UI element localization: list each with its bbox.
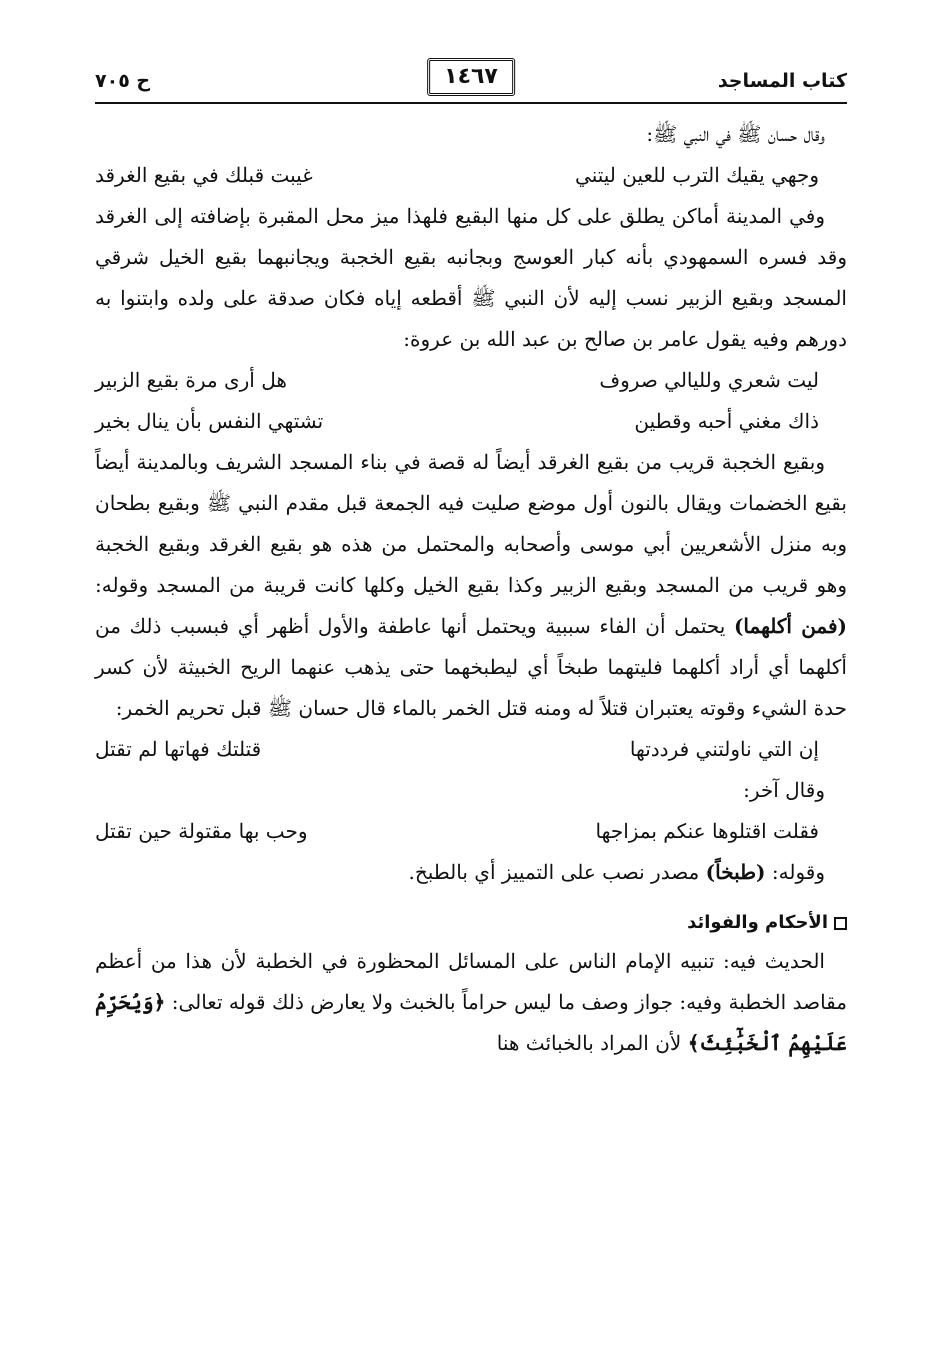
paragraph-5-rest: مصدر نصب على التمييز أي بالطبخ.: [408, 860, 700, 884]
paragraph-3-lead: وبقيع الخجبة قريب من بقيع الغرقد أيضاً له قصة في بناء المسجد الشريف وبالمدينة أيضاً بقيع الخضمات ويقال بالنون أول موضع صليت فيه الجمعة قبل مقدم النبي ﷺ وبقيع بطحان وبه منزل الأشعريين أبي موسى وأصحابه والمحتمل من هذه هو بقيع الغرقد وبقيع الخجبة وهو قريب من المسجد وبقيع الزبير وكذا بقيع الخيل وكلها كانت قريبة من المسجد وقوله:: [95, 450, 847, 597]
verse-5-second-hemistich: وحب بها مقتولة حين تقتل: [95, 819, 308, 843]
book-page: [95, 56, 847, 1064]
paragraph-5-lead: وقوله:: [771, 860, 825, 884]
verse-1-second-hemistich: غيبت قبلك في بقيع الغرقد: [95, 163, 313, 187]
page-header: [95, 56, 847, 100]
paragraph-6-lead: الحديث فيه: تنبيه الإمام الناس على المسائل المحظورة في الخطبة لأن هذا من أعظم مقاصد الخطبة وفيه: جواز وصف ما ليس حراماً بالخبث ولا يعارض ذلك قوله تعالى:: [95, 949, 847, 1014]
paragraph-5: [95, 852, 847, 893]
paragraph-6-rest: لأن المراد بالخبائث هنا: [496, 1031, 682, 1055]
verse-2-first-hemistich: ليت شعري ولليالي صروف: [599, 368, 819, 392]
verse-3: [95, 401, 847, 442]
verse-2: [95, 360, 847, 401]
paragraph-2: وفي المدينة أماكن يطلق على كل منها البقيع فلهذا ميز محل المقبرة بإضافته إلى الغرقد وقد فسره السمهودي بأنه كبار العوسج وبجانبه بقيع الخجبة ويجانبهما بقيع الخيل شرقي المسجد وبقيع الزبير نسب إليه لأن النبي ﷺ أقطعه إياه فكان صدقة على ولده وابتنوا به دورهم وفيه يقول عامر بن صالح بن عبد الله بن عروة:: [95, 204, 847, 351]
verse-2-second-hemistich: هل أرى مرة بقيع الزبير: [95, 368, 287, 392]
book-title: كتاب المساجد: [717, 70, 847, 92]
section-heading: [95, 905, 847, 941]
verse-5-first-hemistich: فقلت اقتلوها عنكم بمزاجها: [595, 819, 819, 843]
quoted-phrase-cooking: (طبخاً): [705, 860, 766, 884]
paragraph-6: [95, 941, 847, 1064]
quoted-phrase-eating: (فمن أكلهما): [733, 614, 848, 638]
verse-4: [95, 729, 847, 770]
verse-4-first-hemistich: إن التي ناولتني فرددتها: [629, 737, 819, 761]
section-title: الأحكام والفوائد: [687, 912, 828, 933]
square-bullet-icon: [834, 917, 847, 930]
verse-5: [95, 811, 847, 852]
paragraph-3: [95, 442, 847, 729]
hadith-reference: ح ٧٠٥: [95, 70, 151, 92]
page-body: [95, 114, 847, 1064]
paragraph-1: وقال حسان ﷺ في النبي ﷺ:: [646, 122, 825, 146]
paragraph-3-rest: يحتمل أن الفاء سببية ويحتمل أنها عاطفة والأول أظهر أي فبسبب ذلك من أكلهما أي أراد أكلهما فليتهما طبخاً أي ليطبخهما حتى يذهب عنهما الريح الخبيثة لأن كسر حدة الشيء وقوته يعتبران قتلاً له ومنه قتل الخمر بالماء قال حسان ﷺ قبل تحريم الخمر:: [95, 614, 847, 720]
header-divider: [95, 102, 847, 104]
quran-quote: ﴿وَيُحَرِّمُ عَلَيْهِمُ ٱلْخَبَٰٓئِثَ﴾: [95, 990, 847, 1055]
verse-1-first-hemistich: وجهي يقيك الترب للعين ليتني: [575, 163, 819, 187]
paragraph-4: وقال آخر:: [743, 778, 825, 802]
verse-3-second-hemistich: تشتهي النفس بأن ينال بخير: [95, 409, 324, 433]
verse-1: [95, 155, 847, 196]
page-number: ١٤٦٧: [427, 58, 515, 96]
verse-4-second-hemistich: قتلتك فهاتها لم تقتل: [95, 737, 262, 761]
verse-3-first-hemistich: ذاك مغني أحبه وقطين: [634, 409, 819, 433]
